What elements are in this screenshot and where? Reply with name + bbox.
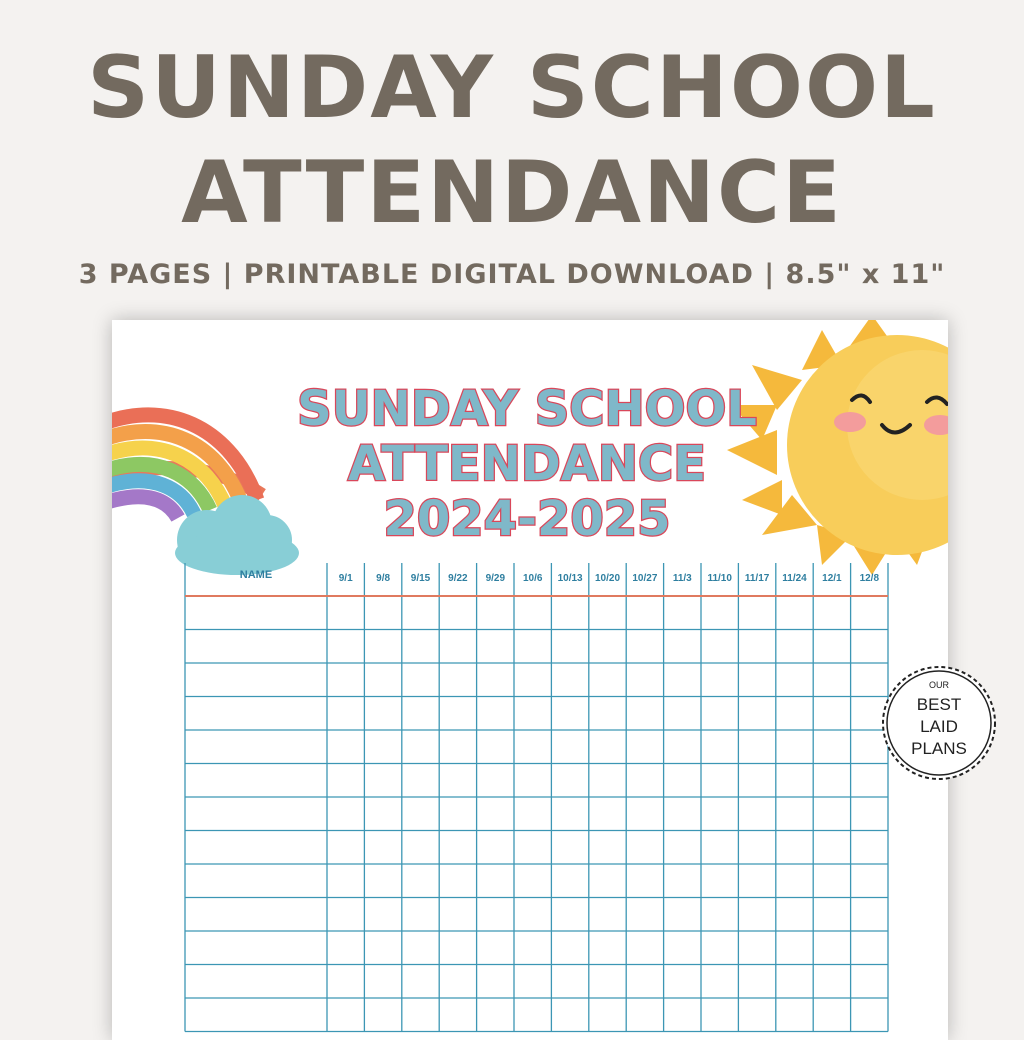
headline-line-1: SUNDAY SCHOOL xyxy=(87,38,937,138)
brand-logo xyxy=(880,664,998,782)
sheet-title-line-1: SUNDAY SCHOOL xyxy=(297,381,757,437)
logo-line-3: LAID xyxy=(920,717,958,736)
date-column-header: 11/17 xyxy=(744,573,770,584)
date-column-header: 9/8 xyxy=(376,573,391,584)
date-column-header: 9/1 xyxy=(338,573,353,584)
date-column-header: 11/24 xyxy=(782,573,807,584)
date-column-header: 12/8 xyxy=(859,573,880,584)
date-column-header: 9/29 xyxy=(485,573,506,584)
headline-subtitle: 3 PAGES | PRINTABLE DIGITAL DOWNLOAD | 8.5" x 11" xyxy=(78,259,946,290)
name-column-header: NAME xyxy=(239,569,273,581)
date-column-header: 9/15 xyxy=(410,573,431,584)
printable-sheet-preview xyxy=(112,320,948,1040)
date-column-header: 12/1 xyxy=(822,573,842,584)
logo-line-2: BEST xyxy=(916,695,962,714)
logo-line-1: OUR xyxy=(929,680,949,690)
date-column-header: 10/6 xyxy=(522,573,543,584)
date-column-header: 10/27 xyxy=(632,573,658,584)
date-column-header: 9/22 xyxy=(448,573,468,584)
logo-line-4: PLANS xyxy=(911,739,967,758)
date-column-header: 11/3 xyxy=(672,573,692,584)
sheet-title-line-3: 2024-2025 xyxy=(383,491,671,547)
sheet-title-line-2: ATTENDANCE xyxy=(347,436,707,492)
date-column-header: 11/10 xyxy=(707,573,732,584)
date-column-header: 10/20 xyxy=(594,573,621,584)
attendance-grid xyxy=(112,320,948,1040)
headline-line-2: ATTENDANCE xyxy=(181,143,843,243)
date-column-header: 10/13 xyxy=(557,573,583,584)
